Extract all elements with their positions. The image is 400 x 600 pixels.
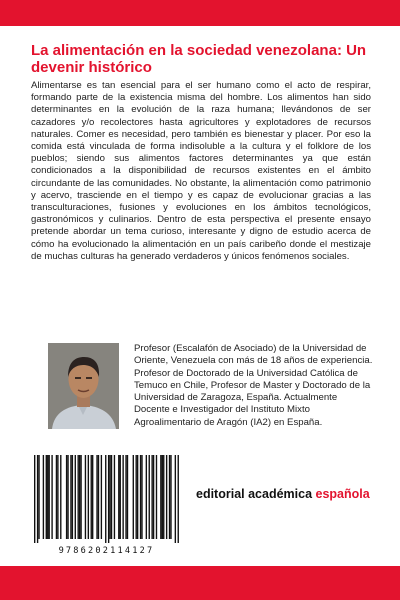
bottom-color-band <box>0 566 400 600</box>
barcode-bar <box>70 455 71 539</box>
barcode-bar <box>175 455 176 543</box>
barcode-bar <box>57 455 58 539</box>
barcode-bar <box>78 455 79 539</box>
barcode-bar <box>96 455 97 539</box>
barcode-bar <box>125 455 126 539</box>
barcode-bar <box>79 455 80 539</box>
barcode-bar <box>170 455 171 539</box>
barcode-bar <box>88 455 89 539</box>
barcode-bar <box>140 455 141 539</box>
publisher-logo <box>196 487 370 501</box>
barcode-bar <box>85 455 86 539</box>
barcode-bar <box>60 455 61 539</box>
barcode-bar <box>38 455 39 539</box>
barcode-bar <box>80 455 81 539</box>
isbn-barcode <box>30 453 183 556</box>
isbn-digits: 9786202114127 <box>58 546 155 556</box>
barcode-bar <box>127 455 128 539</box>
barcode-bar <box>108 455 109 543</box>
barcode-bar <box>43 455 44 539</box>
author-photo <box>48 343 119 429</box>
publisher-name: editorial académica <box>196 487 316 501</box>
barcode-bar <box>160 455 161 539</box>
book-blurb: Alimentarse es tan esencial para el ser humano como el acto de respirar, formando parte de la existencia misma del hombre. Los alimentos han sido determinantes en la evolución de la raza humana; llevándonos de ser cazadores y/o recolectores hasta agricultores y explotadores de recursos naturales. Comer es necesidad, pero también es bienestar y placer. Por eso la comida está vinculada de forma indisoluble a la cultura y el folklore de los pueblos; siendo sus alimentos factores determinantes ya que están condicionados a la disponibilidad de recursos existentes en el ámbito circundante de las comunidades. No obstante, la alimentación como patrimonio y acervo, trasciende en el tiempo y es capaz de evolucionar gracias a las transculturaciones, fusiones y evoluciones en los ámbitos tecnológicos, gastronómicos y culinarios. Dentro de esta perspectiva el presente ensayo pretende abordar un tema curioso, interesante y digno de estudio acerca de cómo ha evolucionado la alimentación en un país caribeño donde el mestizaje de muchas culturas ha generado verdaderos y únicos fenómenos sociales. <box>31 80 371 262</box>
barcode-bar <box>98 455 99 539</box>
barcode-bar <box>156 455 157 539</box>
barcode-bar <box>153 455 154 539</box>
publisher-name-accent: española <box>315 487 370 501</box>
barcode-bar <box>137 455 138 539</box>
barcode-bar <box>178 455 179 543</box>
barcode-bar <box>169 455 170 539</box>
barcode-bar <box>120 455 121 539</box>
barcode-bar <box>133 455 134 539</box>
barcode-bar <box>166 455 167 539</box>
barcode-bar <box>47 455 48 539</box>
barcode-bar <box>72 455 73 539</box>
barcode-bar <box>56 455 57 539</box>
barcode-bar <box>51 455 52 539</box>
barcode-bar <box>75 455 76 539</box>
top-color-band <box>0 0 400 26</box>
barcode-bar <box>91 455 92 539</box>
barcode-bar <box>163 455 164 539</box>
barcode-bar <box>101 455 102 539</box>
barcode-bar <box>136 455 137 539</box>
author-bio: Profesor (Escalafón de Asociado) de la Universidad de Oriente, Venezuela con más de 18 años de experiencia. Profesor de Doctorado de la Universidad Católica de Temuco en Chile, Profesor de Master y Doctorado de la Universidad de Zaragoza, España. Actualmente Docente e Investigador del Instituto Mixto Agroalimentario de Aragón (IA2) en España. <box>134 343 373 428</box>
barcode-bar <box>92 455 93 539</box>
barcode-bar <box>105 455 106 543</box>
barcode-bar <box>146 455 147 539</box>
barcode-bar <box>109 455 110 539</box>
barcode-bar <box>34 455 35 543</box>
barcode-bar <box>149 455 150 539</box>
barcode-bar <box>49 455 50 539</box>
barcode-bar <box>151 455 152 539</box>
barcode-bar <box>114 455 115 539</box>
barcode-bar <box>111 455 112 539</box>
book-title: La alimentación en la sociedad venezolana: Un devenir histórico <box>31 42 367 76</box>
barcode-bar <box>46 455 47 539</box>
barcode-bar <box>37 455 38 543</box>
barcode-bar <box>141 455 142 539</box>
barcode-bar <box>66 455 67 539</box>
barcode-bar <box>162 455 163 539</box>
barcode-bar <box>118 455 119 539</box>
barcode-bar <box>122 455 123 539</box>
barcode-bar <box>67 455 68 539</box>
